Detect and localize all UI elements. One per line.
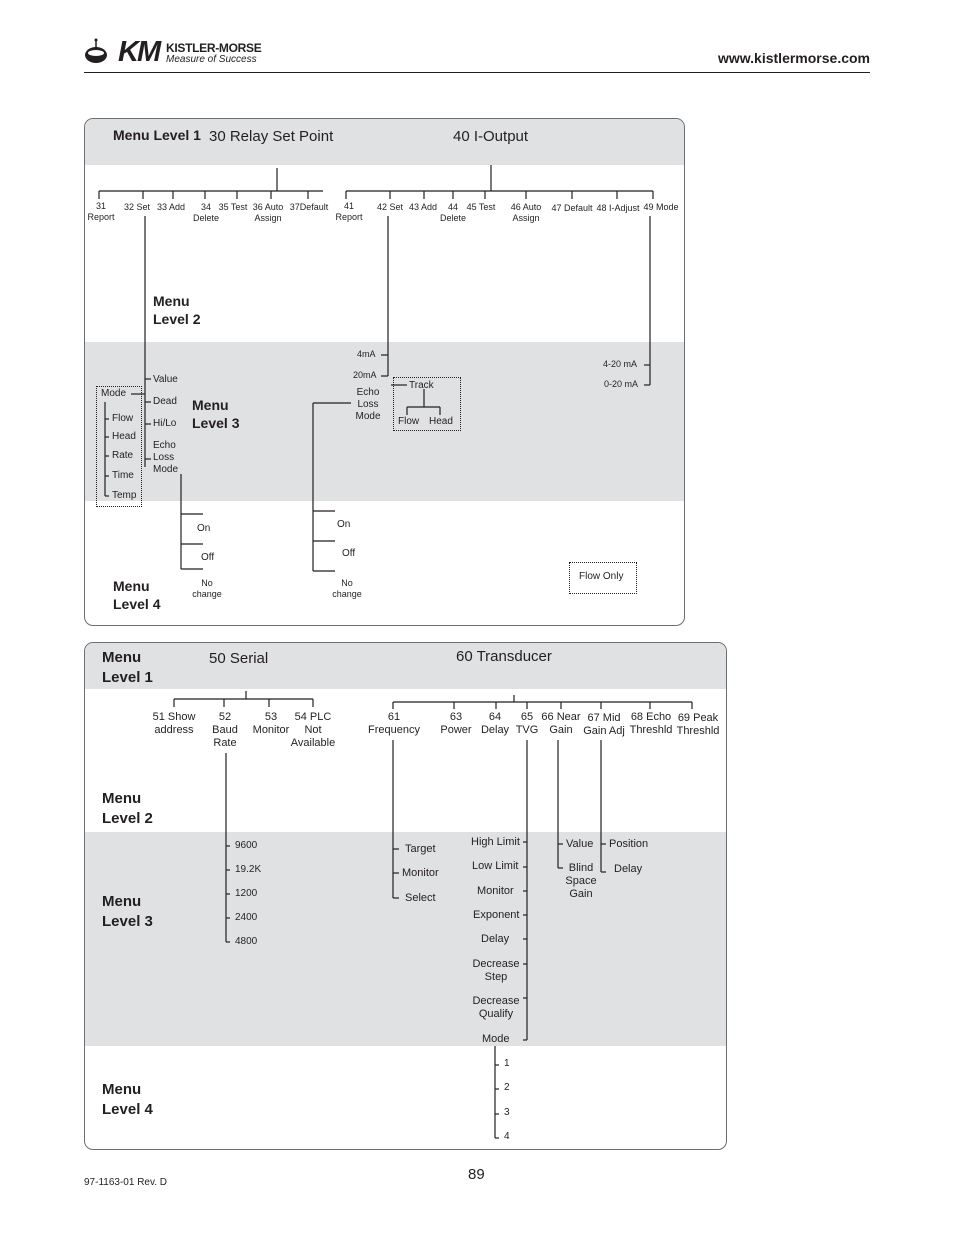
relay-echo-off[interactable]: Off (201, 552, 215, 563)
doc-number: 97-1163-01 Rev. D (84, 1177, 168, 1188)
transducer-item-power[interactable]: 63 Power (440, 711, 472, 736)
ioutput-track-head[interactable]: Head (429, 416, 453, 427)
frequency-select[interactable]: Select (405, 892, 436, 904)
ioutput-set-20ma[interactable]: 20mA (353, 370, 377, 380)
tvg-mode-1[interactable]: 1 (504, 1058, 510, 1069)
baud-2400[interactable]: 2400 (235, 912, 258, 923)
relay-item-report[interactable]: 31 Report (87, 201, 115, 222)
transducer-item-frequency[interactable]: 61 Frequency (368, 711, 420, 736)
relay-item-add[interactable]: 33 Add (156, 202, 186, 212)
relay-item-test[interactable]: 35 Test (218, 202, 248, 212)
tvg-mode-2[interactable]: 2 (504, 1082, 510, 1093)
transducer-item-near-gain[interactable]: 66 Near Gain (541, 711, 581, 736)
relay-mode-temp[interactable]: Temp (112, 490, 137, 501)
relay-mode-box (96, 386, 142, 507)
ioutput-mode-4-20[interactable]: 4-20 mA (603, 359, 638, 369)
ioutput-echo-no-change[interactable]: No change (332, 578, 362, 599)
ioutput-item-i-adjust[interactable]: 48 I-Adjust (596, 203, 640, 213)
tvg-monitor[interactable]: Monitor (477, 885, 514, 897)
mid-gain-delay[interactable]: Delay (614, 863, 643, 875)
serial-item-plc[interactable]: 54 PLC Not Available (290, 711, 336, 749)
baud-4800[interactable]: 4800 (235, 936, 258, 947)
tvg-low-limit[interactable]: Low Limit (472, 860, 519, 872)
relay-mode-rate[interactable]: Rate (112, 450, 134, 461)
relay-set-echo-loss-mode[interactable]: Echo Loss Mode (153, 440, 179, 475)
brand-name: KISTLER-MORSE (166, 41, 262, 55)
frequency-target[interactable]: Target (405, 843, 436, 855)
relay-set-value[interactable]: Value (153, 374, 178, 385)
relay-item-auto-assign[interactable]: 36 Auto Assign (252, 202, 284, 223)
tvg-delay[interactable]: Delay (481, 933, 510, 945)
menu-level4-label-2: Menu Level 4 (102, 1081, 153, 1118)
relay-echo-no-change[interactable]: No change (192, 578, 222, 599)
ioutput-item-test[interactable]: 45 Test (466, 202, 496, 212)
flow-only-note: Flow Only (579, 571, 624, 582)
header-rule (84, 72, 870, 73)
frequency-monitor[interactable]: Monitor (402, 867, 439, 879)
tvg-mode-3[interactable]: 3 (504, 1107, 510, 1118)
ioutput-item-report[interactable]: 41 Report (335, 201, 363, 222)
tvg-mode[interactable]: Mode (482, 1033, 510, 1045)
relay-mode-head[interactable]: Head (112, 431, 136, 442)
ioutput-track-flow[interactable]: Flow (398, 416, 420, 427)
near-gain-value[interactable]: Value (566, 838, 594, 850)
header-url[interactable]: www.kistlermorse.com (718, 50, 870, 66)
serial-item-show-address[interactable]: 51 Show address (152, 711, 196, 736)
tvg-decrease-qualify[interactable]: Decrease Qualify (472, 995, 520, 1020)
ioutput-mode-0-20[interactable]: 0-20 mA (604, 379, 639, 389)
ioutput-item-mode[interactable]: 49 Mode (643, 202, 679, 212)
serial-title: 50 Serial (209, 650, 269, 667)
ioutput-echo-off[interactable]: Off (342, 548, 356, 559)
relay-mode-flow[interactable]: Flow (112, 413, 134, 424)
near-gain-blind-space-gain[interactable]: Blind Space Gain (565, 862, 597, 900)
menu-level4-label: Menu Level 4 (113, 578, 161, 612)
ioutput-set-4ma[interactable]: 4mA (357, 349, 376, 359)
serial-transducer-panel (84, 642, 727, 1150)
brand-tagline: Measure of Success (166, 54, 257, 65)
ioutput-echo-on[interactable]: On (337, 519, 351, 530)
relay-ioutput-panel (84, 118, 685, 626)
relay-title: 30 Relay Set Point (209, 128, 334, 145)
tvg-decrease-step[interactable]: Decrease Step (472, 958, 520, 983)
transducer-item-tvg[interactable]: 65 TVG (515, 711, 539, 736)
serial-item-baud-rate[interactable]: 52 Baud Rate (212, 711, 238, 749)
page-number: 89 (468, 1166, 485, 1183)
relay-ioutput-tree (85, 119, 684, 625)
menu-level3-label-2: Menu Level 3 (102, 893, 153, 930)
menu-level3-label: Menu Level 3 (192, 397, 240, 431)
ioutput-track[interactable]: Track (409, 380, 434, 391)
mid-gain-position[interactable]: Position (609, 838, 649, 850)
transducer-item-peak-threshld[interactable]: 69 Peak Threshld (676, 712, 720, 737)
ioutput-item-add[interactable]: 43 Add (408, 202, 438, 212)
relay-mode-time[interactable]: Time (112, 470, 134, 481)
relay-echo-on[interactable]: On (197, 523, 211, 534)
logo-icon (84, 38, 114, 68)
brand-initials: KM (118, 36, 160, 68)
ioutput-set-echo-loss-mode[interactable]: Echo Loss Mode (355, 387, 381, 422)
relay-mode-mode[interactable]: Mode (101, 388, 127, 399)
menu-level1-label: Menu Level 1 (113, 127, 201, 143)
baud-1200[interactable]: 1200 (235, 888, 258, 899)
baud-9600[interactable]: 9600 (235, 840, 258, 851)
transducer-title: 60 Transducer (456, 648, 552, 665)
relay-item-set[interactable]: 32 Set (123, 202, 151, 212)
menu-level2-label: Menu Level 2 (153, 293, 201, 327)
menu-level1-label-2: Menu Level 1 (102, 649, 153, 686)
menu-level2-label-2: Menu Level 2 (102, 790, 153, 827)
ioutput-title: 40 I-Output (453, 128, 529, 145)
relay-item-delete[interactable]: 34 Delete (192, 202, 219, 223)
ioutput-item-default[interactable]: 47 Default (551, 203, 593, 213)
transducer-item-mid-gain-adj[interactable]: 67 Mid Gain Adj (583, 712, 625, 737)
tvg-mode-4[interactable]: 4 (504, 1131, 510, 1142)
transducer-item-echo-threshld[interactable]: 68 Echo Threshld (629, 711, 673, 736)
ioutput-item-delete[interactable]: 44 Delete (439, 202, 466, 223)
serial-item-monitor[interactable]: 53 Monitor (252, 711, 290, 736)
transducer-item-delay[interactable]: 64 Delay (480, 711, 510, 736)
relay-set-dead[interactable]: Dead (153, 396, 177, 407)
baud-19-2k[interactable]: 19.2K (235, 864, 262, 875)
ioutput-item-auto-assign[interactable]: 46 Auto Assign (510, 202, 542, 223)
relay-set-hilo[interactable]: Hi/Lo (153, 418, 177, 429)
tvg-high-limit[interactable]: High Limit (471, 836, 520, 848)
relay-item-default[interactable]: 37Default (289, 202, 329, 212)
tvg-exponent[interactable]: Exponent (473, 909, 520, 921)
ioutput-item-set[interactable]: 42 Set (376, 202, 404, 212)
